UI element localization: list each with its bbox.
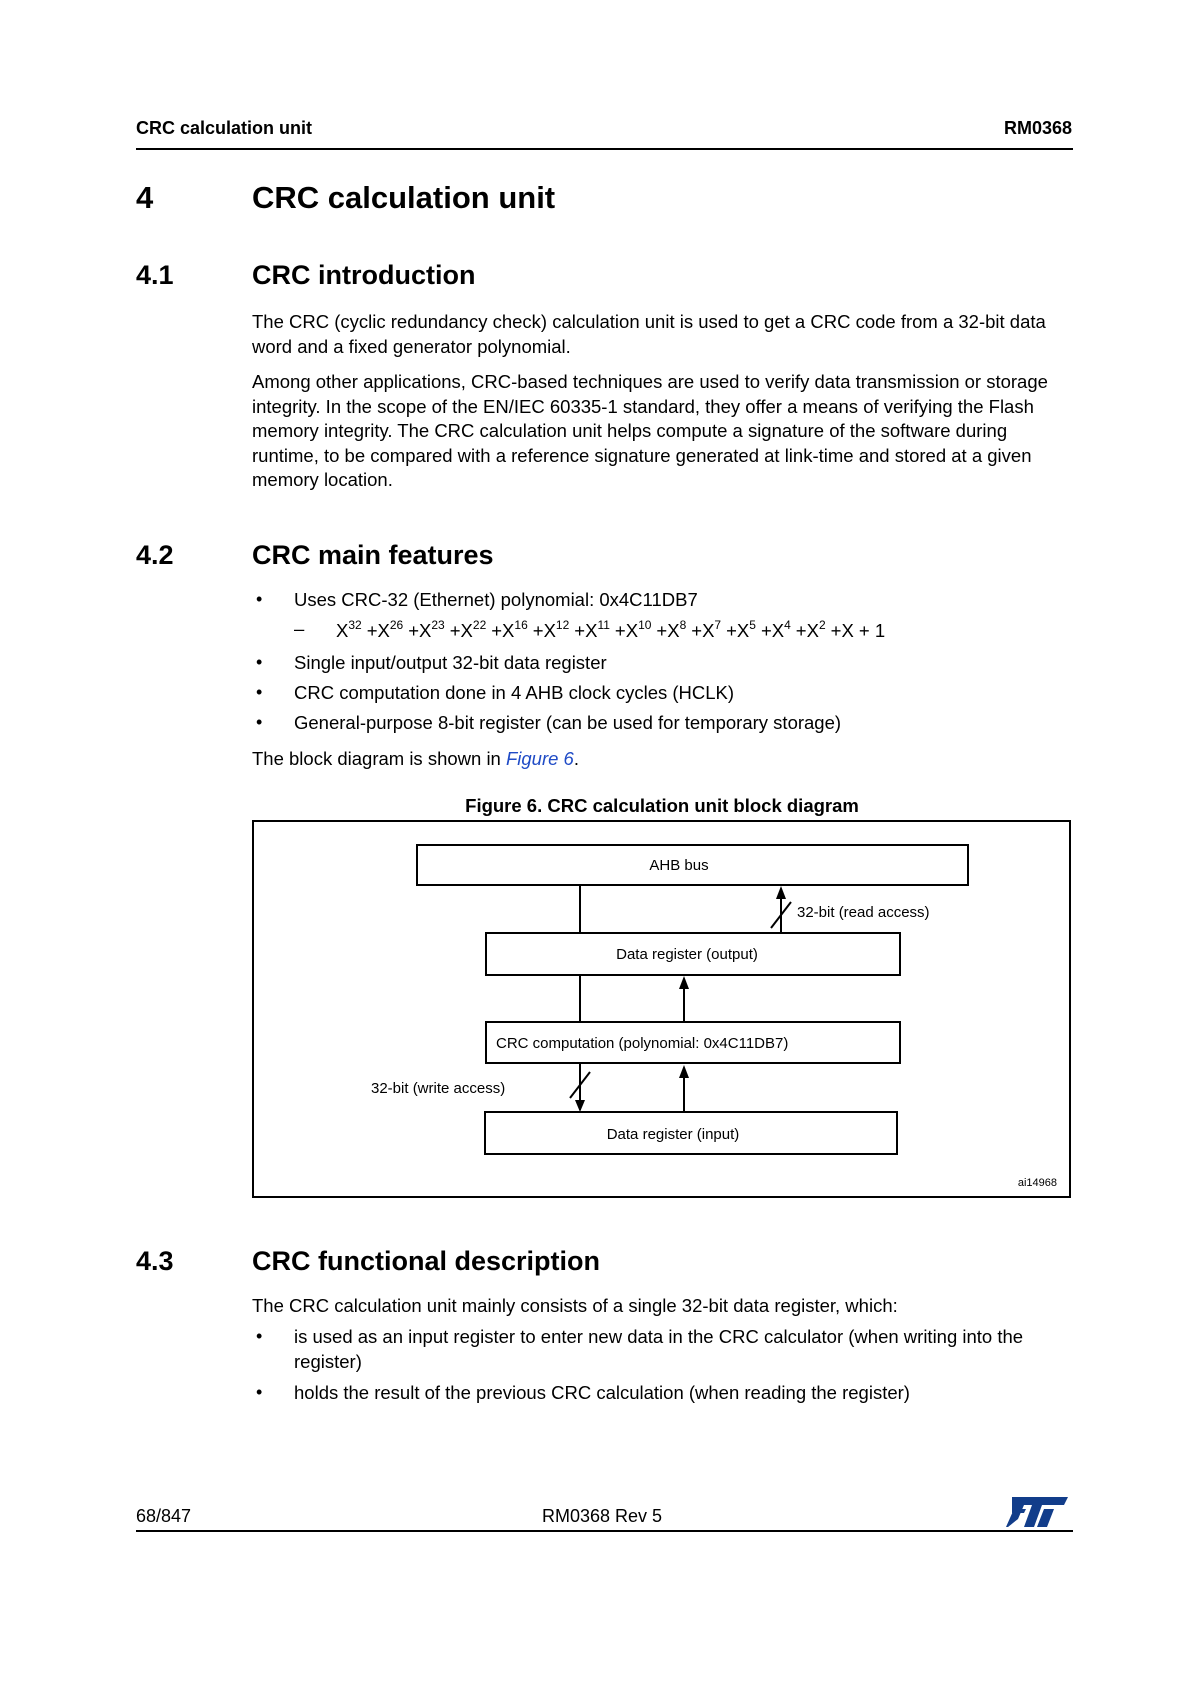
feature-item: Uses CRC-32 (Ethernet) polynomial: 0x4C11DB7 [294,589,698,610]
read-arrowhead [776,886,786,899]
input-arrowhead [679,1065,689,1078]
running-header-doc-id: RM0368 [1003,118,1072,138]
polynomial-term: $+X^2$ [795,618,826,641]
figure-frame [252,820,1071,1198]
paragraph-intro-2: Among other applications, CRC-based techniques are used to verify data transmission or storage integrity. In the scope of the EN/IEC 60335-1 standard, they offer a means of verifying the Flash memory integrity. The CRC calculation unit helps compute a signature of the software during runtime, to be compared with a reference signature generated at link-time and stored at a given memory location. [252,371,1048,490]
paragraph-intro-1: The CRC (cyclic redundancy check) calculation unit is used to get a CRC code from a 32-bit data word and a fixed generator polynomial. [252,311,1046,357]
data-register-input-label: Data register (input) [606,1126,740,1143]
bullet-marker: • [256,1382,263,1402]
write-arrowhead [575,1100,585,1112]
output-arrowhead [679,976,689,989]
functional-item: holds the result of the previous CRC calculation (when reading the register) [294,1382,910,1403]
feature-item: General-purpose 8-bit register (can be used for temporary storage) [294,712,842,733]
ahb-bus-label: AHB bus [649,857,709,874]
functional-intro: The CRC calculation unit mainly consists of a single 32-bit data register, which: [252,1295,898,1316]
polynomial-expression [336,618,885,642]
figure-caption: Figure 6. CRC calculation unit block diagram [465,795,859,816]
section-number-4-1: 4.1 [136,260,174,290]
diagram-reference-sentence [252,747,1072,772]
data-register-output-label: Data register (output) [616,946,758,963]
section-title-4-2: CRC main features [252,540,494,570]
polynomial-tail: +X + 1 [830,620,886,641]
polynomial-term: $+X^7$ [691,618,722,641]
polynomial-term: $+X^{22}$ [449,618,487,641]
bullet-marker: • [256,589,263,609]
bullet-marker: • [256,682,263,702]
functional-item: is used as an input register to enter new data in the CRC calculator (when writing into the register) [294,1326,1024,1372]
polynomial-term: $+X^{23}$ [408,618,445,641]
bullet-marker: • [256,1326,263,1346]
polynomial-term: $+X^{26}$ [366,618,404,641]
polynomial-term: $+X^8$ [656,618,687,641]
diagram-reference-text: The block diagram is shown in [252,748,506,769]
sub-item-dash: – [294,618,305,639]
section-number-4-3: 4.3 [136,1246,174,1276]
document-revision: RM0368 Rev 5 [542,1506,663,1526]
polynomial-term: $+X^{12}$ [532,618,570,641]
polynomial-term: $+X^{10}$ [614,618,652,641]
header-rule [136,148,1073,150]
crc-computation-label: CRC computation (polynomial: 0x4C11DB7) [496,1035,789,1052]
chapter-number: 4 [136,180,154,215]
polynomial-term: $+X^{11}$ [574,618,610,641]
polynomial-term: $+X^{16}$ [491,618,528,641]
feature-item: Single input/output 32-bit data register [294,652,607,673]
figure-6-link[interactable]: Figure 6 [505,748,574,769]
bullet-marker: • [256,652,263,672]
polynomial-term: $+X^4$ [760,618,791,641]
st-logo-icon [1004,1495,1070,1529]
read-access-label: 32-bit (read access) [797,904,930,921]
footer-rule [136,1530,1073,1532]
chapter-title: CRC calculation unit [252,180,556,215]
polynomial-term: $X^{32}$ [336,618,362,641]
figure-reference-code: ai14968 [1017,1177,1057,1189]
section-title-4-1: CRC introduction [252,260,476,290]
section-number-4-2: 4.2 [136,540,174,570]
block-diagram [254,822,1069,1196]
write-access-label: 32-bit (write access) [371,1080,506,1097]
diagram-reference-end: . [573,748,579,769]
page-number: 68/847 [136,1506,192,1526]
polynomial-term: $+X^5$ [726,618,756,641]
running-header-section: CRC calculation unit [136,118,313,138]
feature-item: CRC computation done in 4 AHB clock cycles (HCLK) [294,682,735,703]
bullet-marker: • [256,712,263,732]
section-title-4-3: CRC functional description [252,1246,601,1276]
